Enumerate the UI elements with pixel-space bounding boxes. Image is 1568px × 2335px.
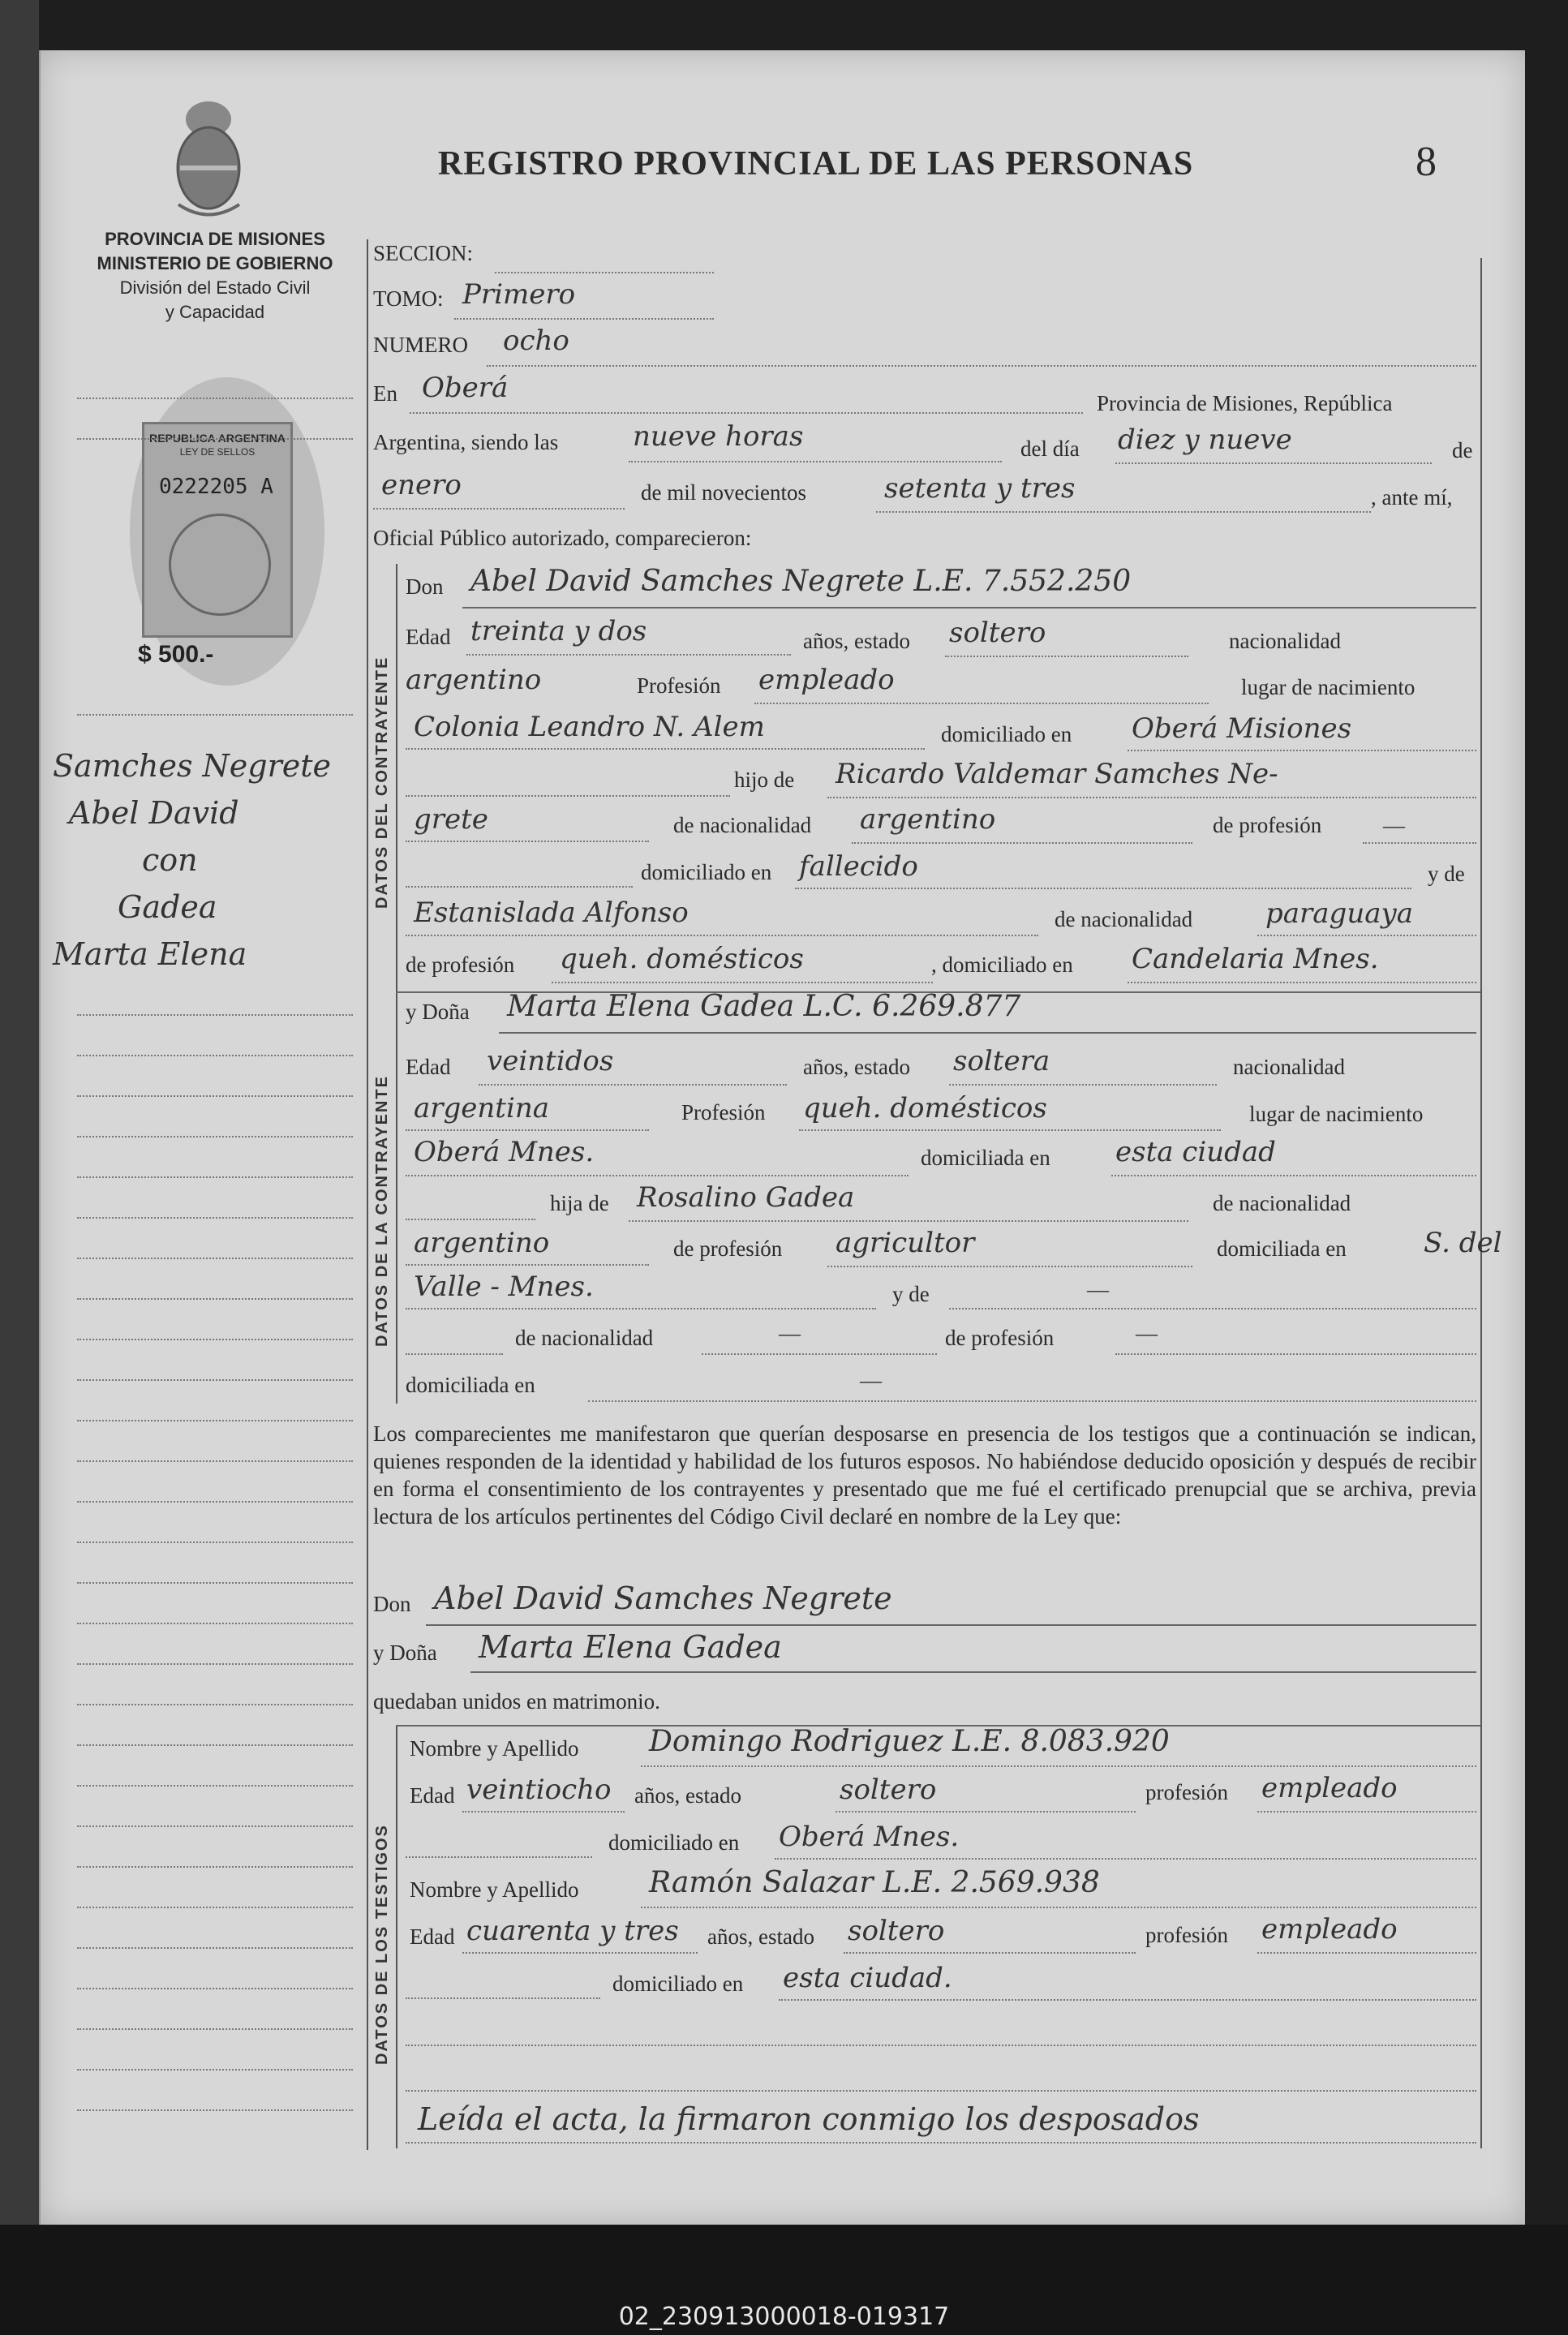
c1-madre-dom-label: , domiciliado en [931, 952, 1073, 977]
argentina-label: Argentina, siendo las [373, 430, 559, 454]
c2-madre-prof-line [1115, 1353, 1476, 1355]
book-spine [0, 0, 39, 2335]
decl-don-name: Abel David Samches Negrete [434, 1580, 892, 1616]
c1-madre-prof-line [552, 982, 933, 983]
c2-nacionalidad: argentina [414, 1092, 550, 1124]
c2-domiciliada-label: domiciliada en [921, 1146, 1050, 1170]
c1-domicilio: Oberá Misiones [1132, 712, 1352, 745]
coat-of-arms-icon [170, 91, 247, 221]
section-label-contrayenta: DATOS DE LA CONTRAYENTE [373, 1075, 391, 1347]
declaration-text: Los comparecientes me manifestaron que querían desposarse en presencia de los testigos que a continuación se indican, quienes responden de la identidad y habilidad de los futuros esposos. No habiéndose deducido oposición y después de recibir en forma el consentimiento de los contrayentes y presentado que me fué el certificado prenupcial que se archiva, previa lectura de los artículos pertinentes del Código Civil declaré en nombre de la Ley que: [373, 1421, 1476, 1529]
mes-line [373, 508, 625, 510]
contrayentes-rule [396, 564, 397, 1404]
page-number: 8 [1415, 139, 1437, 185]
c2-domicilio: esta ciudad [1115, 1136, 1276, 1168]
c1-edad: treinta y dos [470, 615, 647, 647]
t1-profesion-label: profesión [1145, 1780, 1228, 1804]
c1-de-prof-label: de profesión [1213, 813, 1322, 837]
right-rule [1480, 258, 1482, 2148]
c1-madre-dom-line [1128, 982, 1476, 983]
c1-madre: Estanislada Alfonso [414, 897, 689, 929]
section-label-contrayente: DATOS DEL CONTRAYENTE [373, 656, 391, 909]
decl-dona-line [470, 1671, 1476, 1673]
t2-estado-label: años, estado [707, 1924, 814, 1949]
c1-estado-line [945, 656, 1188, 657]
c2-madre-prof: — [1136, 1321, 1158, 1345]
c2-hija-label: hija de [550, 1191, 609, 1215]
margin-name-4: Gadea [118, 889, 217, 925]
decl-don-label: Don [373, 1592, 411, 1616]
c2-name: Marta Elena Gadea L.C. 6.269.877 [507, 990, 1021, 1023]
numero-value: ocho [503, 325, 569, 357]
c2-estado-line [949, 1084, 1217, 1086]
decl-dona-name: Marta Elena Gadea [479, 1629, 782, 1665]
c2-name-line [499, 1032, 1476, 1034]
c1-madre-nac-label: de nacionalidad [1055, 907, 1193, 931]
c1-madre-dom: Candelaria Mnes. [1132, 943, 1379, 975]
decl-don-line [426, 1624, 1476, 1626]
c1-de-nac-label: de nacionalidad [673, 813, 812, 837]
margin-name-3: con [142, 842, 198, 878]
c1-padre-dom-line [795, 888, 1411, 889]
margin-name-5: Marta Elena [53, 936, 247, 972]
de-label: de [1452, 438, 1473, 462]
t1-blank-line [406, 1856, 592, 1858]
t1-estado: soltero [840, 1774, 937, 1806]
c2-estado: soltera [953, 1045, 1050, 1077]
ministry-label: MINISTERIO DE GOBIERNO [97, 253, 333, 273]
c2-profesion-line [799, 1129, 1221, 1131]
c1-profesion: empleado [758, 664, 895, 696]
c2-madre-dom: — [860, 1368, 882, 1392]
margin-annotation [53, 742, 361, 978]
c2-lugar: Oberá Mnes. [414, 1136, 595, 1168]
t1-edad-line [462, 1811, 625, 1813]
seccion-line [495, 272, 714, 273]
t1-name: Domingo Rodriguez L.E. 8.083.920 [649, 1725, 1170, 1758]
c2-blank-line-2 [406, 1353, 503, 1355]
ante-label: , ante mí, [1371, 485, 1453, 510]
c1-lugar-label: lugar de nacimiento [1241, 675, 1415, 699]
c2-de-nac-label: de nacionalidad [1213, 1191, 1351, 1215]
c2-edad-label: Edad [406, 1055, 451, 1079]
t2-prof-line [1257, 1952, 1476, 1954]
c1-padre-nac-line [852, 842, 1192, 844]
testigos-blank-line-1 [406, 2045, 1476, 2046]
c2-padre-dom-cont-line [406, 1308, 876, 1309]
c2-domicilio-line [1111, 1175, 1476, 1176]
t1-edad-label: Edad [410, 1783, 455, 1808]
t1-dom-line [775, 1858, 1476, 1860]
c1-nacionalidad-label: nacionalidad [1229, 629, 1341, 653]
t2-name: Ramón Salazar L.E. 2.569.938 [649, 1866, 1100, 1899]
c1-nacionalidad: argentino [406, 664, 542, 696]
anio-line [876, 511, 1371, 513]
c2-estado-label: años, estado [803, 1055, 910, 1079]
c2-lugar-label: lugar de nacimiento [1249, 1102, 1424, 1126]
t1-name-line [641, 1765, 1476, 1767]
c2-profesion: queh. domésticos [803, 1092, 1047, 1124]
tomo-label: TOMO: [373, 286, 444, 311]
c2-edad: veintidos [487, 1045, 614, 1077]
c2-madre: — [1087, 1277, 1109, 1301]
t2-dom-line [779, 1999, 1476, 2001]
c1-padre-prof-line [1363, 842, 1476, 844]
tax-stamp [142, 422, 293, 638]
c2-profesion-label: Profesión [681, 1100, 766, 1124]
t2-estado-line [844, 1952, 1136, 1954]
c1-name: Abel David Samches Negrete L.E. 7.552.250 [470, 565, 1132, 598]
closing-rule [406, 2142, 1476, 2144]
c1-lugar: Colonia Leandro N. Alem [414, 711, 765, 743]
c2-y-de-label: y de [892, 1282, 930, 1306]
en-label: En [373, 381, 397, 406]
c1-estado-label: años, estado [803, 629, 910, 653]
c1-madre-nac-line [1257, 935, 1476, 936]
c2-blank-line [406, 1219, 535, 1220]
dia-line [1115, 462, 1432, 464]
c1-blank-line-2 [406, 886, 633, 888]
c1-domicilio-line [1128, 750, 1476, 751]
c2-padre-nac-line [406, 1264, 649, 1266]
c1-padre: Ricardo Valdemar Samches Ne- [836, 758, 1278, 790]
stamp-value: $ 500.- [138, 641, 214, 668]
t2-prof: empleado [1261, 1913, 1398, 1946]
t1-dom-label: domiciliado en [608, 1830, 740, 1855]
t1-dom: Oberá Mnes. [779, 1821, 960, 1853]
t2-edad-label: Edad [410, 1924, 455, 1949]
c1-madre-prof: queh. domésticos [560, 943, 804, 975]
decl-dona-label: y Doña [373, 1641, 437, 1665]
oficial-label: Oficial Público autorizado, comparecieron: [373, 526, 752, 550]
c2-nacionalidad-line [406, 1129, 649, 1131]
c2-de-prof-label: de profesión [673, 1236, 783, 1261]
t2-nombre-label: Nombre y Apellido [410, 1877, 579, 1902]
t2-profesion-label: profesión [1145, 1923, 1228, 1947]
c2-lugar-line [406, 1175, 909, 1176]
c1-padre-nac: argentino [860, 803, 996, 836]
c2-madre-nac-label: de nacionalidad [515, 1326, 654, 1350]
t1-estado-label: años, estado [634, 1783, 741, 1808]
hora-line [629, 461, 1002, 462]
c1-padre-dom: fallecido [799, 850, 918, 883]
c2-padre-prof-line [827, 1266, 1192, 1267]
tomo-value: Primero [462, 278, 576, 311]
testigos-rule [396, 1727, 397, 2148]
c1-y-de-label: y de [1428, 862, 1465, 886]
t2-edad-line [462, 1952, 698, 1954]
c1-lugar-line [406, 748, 925, 750]
stamp-country: REPUBLICA ARGENTINA [149, 432, 286, 445]
c2-padre-prof: agricultor [836, 1227, 975, 1259]
del-dia-label: del día [1020, 436, 1080, 461]
t2-edad: cuarenta y tres [466, 1915, 679, 1947]
stamp-number: 0222205 A [159, 475, 273, 499]
c1-madre-line [406, 935, 1038, 936]
c1-edad-label: Edad [406, 625, 451, 649]
provincia-label: Provincia de Misiones, República [1097, 391, 1393, 415]
dia-value: diez y nueve [1118, 424, 1292, 456]
t2-name-line [641, 1907, 1476, 1908]
decl-closing: quedaban unidos en matrimonio. [373, 1689, 660, 1714]
c2-padre-nac: argentino [414, 1227, 550, 1259]
c2-madre-prof-label: de profesión [945, 1326, 1055, 1350]
anio-value: setenta y tres [884, 472, 1076, 505]
c1-hijo-label: hijo de [734, 768, 795, 792]
c1-estado: soltero [949, 617, 1046, 649]
t1-estado-line [836, 1811, 1136, 1813]
c1-padre-line [827, 797, 1476, 798]
c1-domiciliado-label: domiciliado en [941, 722, 1072, 746]
mes-value: enero [381, 469, 462, 501]
left-header [77, 227, 353, 325]
file-id-label: 02_230913000018-019317 [618, 2303, 950, 2331]
margin-name-2: Abel David [69, 795, 239, 831]
closing-line: Leída el acta, la firmaron conmigo los desposados [418, 2101, 1200, 2137]
c2-madre-dom-label: domiciliada en [406, 1373, 535, 1397]
c1-name-line [462, 607, 1476, 608]
hora-value: nueve horas [633, 420, 804, 453]
t2-dom: esta ciudad. [783, 1962, 952, 1994]
c2-madre-nac-line [702, 1353, 937, 1355]
t2-estado: soltero [848, 1915, 945, 1947]
c1-padre-prof: — [1383, 813, 1405, 837]
c2-madre-dom-line [588, 1400, 1476, 1402]
t2-dom-label: domiciliado en [612, 1972, 744, 1996]
mil-label: de mil novecientos [641, 480, 806, 505]
en-line [410, 412, 1083, 414]
c2-madre-nac: — [779, 1321, 801, 1345]
t1-prof-line [1257, 1811, 1476, 1813]
testigos-blank-line-2 [406, 2090, 1476, 2092]
c2-dona-label: y Doña [406, 1000, 470, 1024]
t2-blank-line [406, 1997, 600, 1999]
c1-padre-cont: grete [414, 803, 488, 836]
left-rule [367, 239, 368, 2150]
division-label-2: y Capacidad [165, 302, 265, 322]
tomo-line [454, 318, 714, 320]
c1-dom-label: domiciliado en [641, 860, 772, 884]
en-value: Oberá [422, 372, 509, 404]
c1-padre-cont-line [406, 841, 649, 842]
c1-edad-line [466, 654, 791, 656]
margin-name-1: Samches Negrete [53, 748, 332, 784]
section-label-testigos: DATOS DE LOS TESTIGOS [373, 1824, 391, 2065]
registry-title: REGISTRO PROVINCIAL DE LAS PERSONAS [438, 145, 1194, 183]
t1-prof: empleado [1261, 1772, 1398, 1804]
c1-madre-nac: paraguaya [1265, 897, 1413, 930]
c2-padre-dom-cont: Valle - Mnes. [414, 1271, 594, 1303]
c2-dom-label: domiciliada en [1217, 1236, 1347, 1261]
c2-madre-line [949, 1308, 1476, 1309]
province-label: PROVINCIA DE MISIONES [105, 229, 325, 249]
stamp-emblem-icon [169, 514, 271, 616]
division-label-1: División del Estado Civil [119, 277, 311, 298]
c1-don-label: Don [406, 574, 444, 599]
c2-nacionalidad-label: nacionalidad [1233, 1055, 1345, 1079]
c1-madre-prof-label: de profesión [406, 952, 515, 977]
t1-edad: veintiocho [466, 1774, 612, 1806]
seccion-label: SECCION: [373, 241, 474, 265]
numero-line [487, 365, 1476, 367]
c1-blank-line [406, 795, 730, 797]
c2-padre-dom: S. del [1424, 1227, 1502, 1259]
c2-padre-line [629, 1220, 1188, 1222]
t1-nombre-label: Nombre y Apellido [410, 1736, 579, 1761]
stamp-sub: LEY DE SELLOS [179, 446, 256, 458]
c2-padre: Rosalino Gadea [637, 1181, 855, 1214]
c1-profesion-label: Profesión [637, 673, 721, 698]
c2-edad-line [479, 1084, 787, 1086]
c1-profesion-line [754, 703, 1209, 704]
numero-label: NUMERO [373, 333, 469, 357]
